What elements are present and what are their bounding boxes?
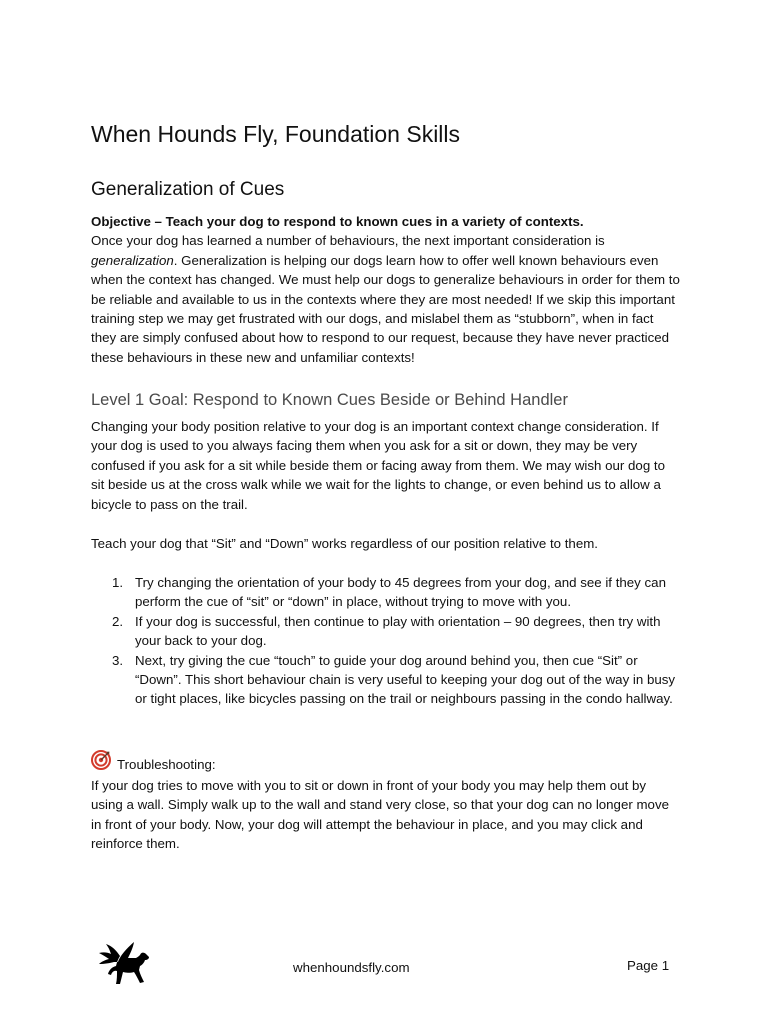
document-title: When Hounds Fly, Foundation Skills bbox=[91, 121, 461, 147]
teach-line: Teach your dog that “Sit” and “Down” works regardless of our position relative to them. bbox=[91, 536, 598, 551]
troubleshooting-label: Troubleshooting: bbox=[117, 757, 216, 772]
intro-paragraph bbox=[91, 231, 681, 367]
level1-paragraph bbox=[91, 417, 681, 514]
list-item bbox=[91, 612, 681, 651]
list-item-text: Try changing the orientation of your body to 45 degrees from your dog, and see if they can perform the cue of “sit” or “down” in place, without trying to move with you. bbox=[135, 575, 666, 610]
teach-paragraph bbox=[91, 534, 681, 553]
section-title: Generalization of Cues bbox=[91, 179, 285, 200]
intro-rest: . Generalization is helping our dogs learn how to offer well known behaviours even when the context has changed. We must help our dogs to generalize behaviours in order for them to be reliable and available to us in the contexts where they are most needed! If we skip this important training step we may get frustrated with our dogs, and mislabel them as “stubborn”, when in fact they are simply confused about how to respond to our request, because they have never practiced these behaviours in these new and unfamiliar contexts! bbox=[91, 252, 680, 365]
list-item-text: If your dog is successful, then continue to play with orientation – 90 degrees, then try with your back to your dog. bbox=[135, 613, 661, 649]
footer-page-number: Page 1 bbox=[627, 958, 670, 973]
steps-list bbox=[91, 573, 681, 709]
list-item-text: Next, try giving the cue “touch” to guide your dog around behind you, then cue “Sit” or “Down”. This short behaviour chain is very useful to keeping your dog out of the way in busy or tight places, like bicycles passing on the trail or neighbours passing in the condo hallway. bbox=[135, 652, 676, 707]
list-item bbox=[91, 651, 681, 709]
level1-heading: Level 1 Goal: Respond to Known Cues Beside or Behind Handler bbox=[91, 391, 568, 409]
footer-website: whenhoundsfly.com bbox=[293, 960, 410, 975]
level1-body: Changing your body position relative to your dog is an important context change consideration. If your dog is used to you always facing them when you ask for a sit or down, they may be very confused if you ask for a sit while beside them or facing away from them. We may wish our dog to sit beside us at the cross walk while we wait for the lights to change, or even behind us to allow a bicycle to pass on the trail. bbox=[91, 419, 665, 512]
list-item-number: 3. bbox=[112, 652, 124, 668]
intro-emphasis: generalization bbox=[91, 252, 174, 268]
target-icon bbox=[91, 750, 111, 770]
troubleshooting-paragraph bbox=[91, 776, 681, 854]
intro-lead: Once your dog has learned a number of behaviours, the next important consideration is bbox=[91, 233, 605, 249]
list-item bbox=[91, 573, 681, 612]
intro-section bbox=[91, 212, 681, 367]
list-item-number: 2. bbox=[112, 613, 124, 629]
winged-dog-icon bbox=[98, 940, 150, 986]
list-item-number: 1. bbox=[112, 575, 124, 590]
troubleshooting-body: If your dog tries to move with you to sit or down in front of your body you may help them out by using a wall. Simply walk up to the wall and stand very close, so that your dog can no longer move in front of your body. Now, your dog will attempt the behaviour in place, and you may click and reinforce them. bbox=[91, 778, 669, 852]
objective-text: Objective – Teach your dog to respond to known cues in a variety of contexts. bbox=[91, 214, 584, 229]
